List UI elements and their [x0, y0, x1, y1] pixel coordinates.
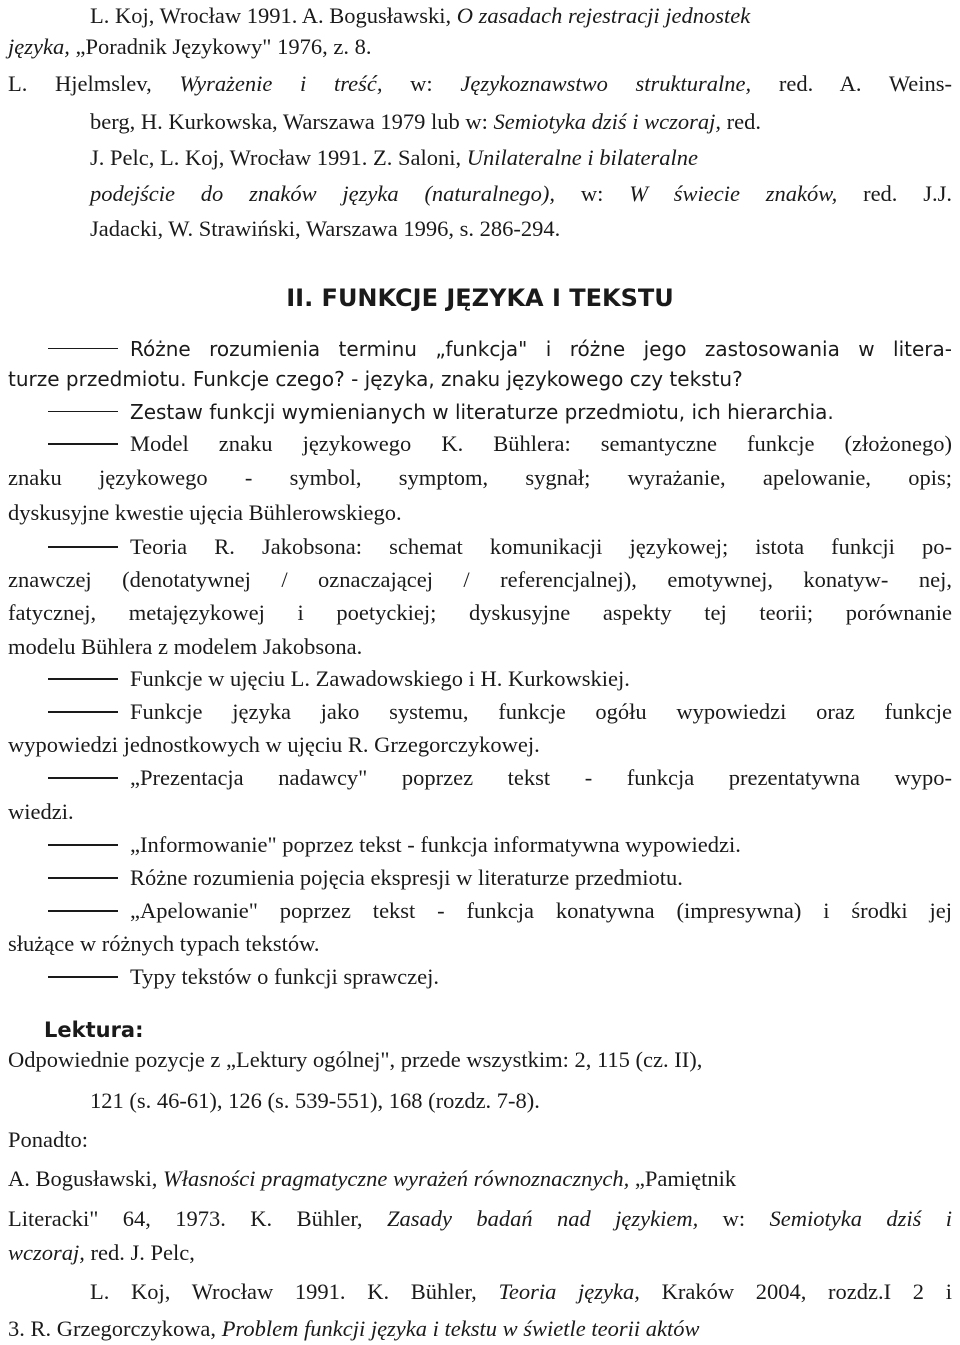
para-5: Funkcje w ujęciu L. Zawadowskiego i H. Kurkowskiej. — [8, 663, 952, 695]
para-3-line-3: dyskusyjne kwestie ujęcia Bühlerowskiego. — [8, 500, 402, 525]
para-2: Zestaw funkcji wymienianych w literaturze przedmiotu, ich hierarchia. — [8, 396, 952, 428]
bib-line-3: L. Hjelmslev, Wyrażenie i treść, w: Językoznawstwo strukturalne, red. A. Weins- — [8, 71, 952, 96]
para-3-line-2: znaku językowego - symbol, symptom, sygnał; wyrażanie, apelowanie, opis; — [8, 465, 952, 490]
em-dash — [48, 678, 118, 680]
para-6-line-1: Funkcje języka jako systemu, funkcje ogółu wypowiedzi oraz funkcje — [8, 696, 952, 728]
bib-line-5: J. Pelc, L. Koj, Wrocław 1991. Z. Saloni, Unilateralne i bilateralne — [90, 145, 698, 170]
para-4-line-4: modelu Bühlera z modelem Jakobsona. — [8, 634, 363, 659]
para-10-line-1: „Apelowanie" poprzez tekst - funkcja konatywna (impresywna) i środki jej — [8, 895, 952, 927]
bib-line-2: języka, „Poradnik Językowy" 1976, z. 8. — [8, 34, 372, 59]
bib-line-4: berg, H. Kurkowska, Warszawa 1979 lub w: Semiotyka dziś i wczoraj, red. — [90, 109, 761, 134]
para-4-line-2: znawczej (denotatywnej / oznaczającej / referencjalnej), emotywnej, konatyw- nej, — [8, 567, 952, 592]
para-9: Różne rozumienia pojęcia ekspresji w literaturze przedmiotu. — [8, 862, 952, 894]
para-10-line-2: służące w różnych typach tekstów. — [8, 931, 320, 956]
para-7-line-2: wiedzi. — [8, 799, 74, 824]
bib-line-1: L. Koj, Wrocław 1991. A. Bogusławski, O zasadach rejestracji jednostek — [90, 3, 751, 28]
bib-line-7: Jadacki, W. Strawiński, Warszawa 1996, s. 286-294. — [90, 216, 561, 241]
reading-label: Lektura: — [44, 1018, 144, 1042]
also-line-1: A. Bogusławski, Własności pragmatyczne wyrażeń równoznacznych, „Pamiętnik — [8, 1166, 737, 1191]
para-6-line-2: wypowiedzi jednostkowych w ujęciu R. Grzegorczykowej. — [8, 732, 540, 757]
para-7-line-1: „Prezentacja nadawcy" poprzez tekst - funkcja prezentatywna wypo- — [8, 762, 952, 794]
section-heading: II. FUNKCJE JĘZYKA I TEKSTU — [286, 284, 674, 312]
em-dash — [48, 877, 118, 879]
para-8: „Informowanie" poprzez tekst - funkcja informatywna wypowiedzi. — [8, 829, 952, 861]
also-line-5: 3. R. Grzegorczykowa, Problem funkcji języka i tekstu w świetle teorii aktów — [8, 1316, 700, 1341]
em-dash — [48, 546, 118, 548]
para-11: Typy tekstów o funkcji sprawczej. — [8, 961, 952, 993]
para-1-line-1: Różne rozumienia terminu „funkcja" i różne jego zastosowania w litera- — [8, 333, 952, 365]
para-1-line-2: turze przedmiotu. Funkcje czego? - języka, znaku językowego czy tekstu? — [8, 367, 743, 391]
em-dash — [48, 976, 118, 978]
also-line-3: wczoraj, red. J. Pelc, — [8, 1240, 195, 1265]
also-line-2: Literacki" 64, 1973. K. Bühler, Zasady badań nad językiem, w: Semiotyka dziś i — [8, 1206, 952, 1231]
para-4-line-3: fatycznej, metajęzykowej i poetyckiej; dyskusyjne aspekty tej teorii; porównanie — [8, 600, 952, 625]
also-label: Ponadto: — [8, 1127, 89, 1152]
em-dash — [48, 777, 118, 779]
also-line-4: L. Koj, Wrocław 1991. K. Bühler, Teoria języka, Kraków 2004, rozdz.I 2 i — [90, 1279, 952, 1304]
para-4-line-1: Teoria R. Jakobsona: schemat komunikacji językowej; istota funkcji po- — [8, 531, 952, 563]
em-dash — [48, 443, 118, 445]
em-dash — [48, 711, 118, 713]
em-dash — [48, 348, 118, 350]
em-dash — [48, 910, 118, 912]
bib-line-6: podejście do znaków języka (naturalnego), w: W świecie znaków, red. J.J. — [90, 181, 953, 206]
em-dash — [48, 411, 118, 413]
reading-line-1: Odpowiednie pozycje z „Lektury ogólnej", przede wszystkim: 2, 115 (cz. II), — [8, 1047, 703, 1072]
reading-line-2: 121 (s. 46-61), 126 (s. 539-551), 168 (rozdz. 7-8). — [90, 1088, 540, 1113]
em-dash — [48, 844, 118, 846]
para-3-line-1: Model znaku językowego K. Bühlera: semantyczne funkcje (złożonego) — [8, 428, 952, 460]
